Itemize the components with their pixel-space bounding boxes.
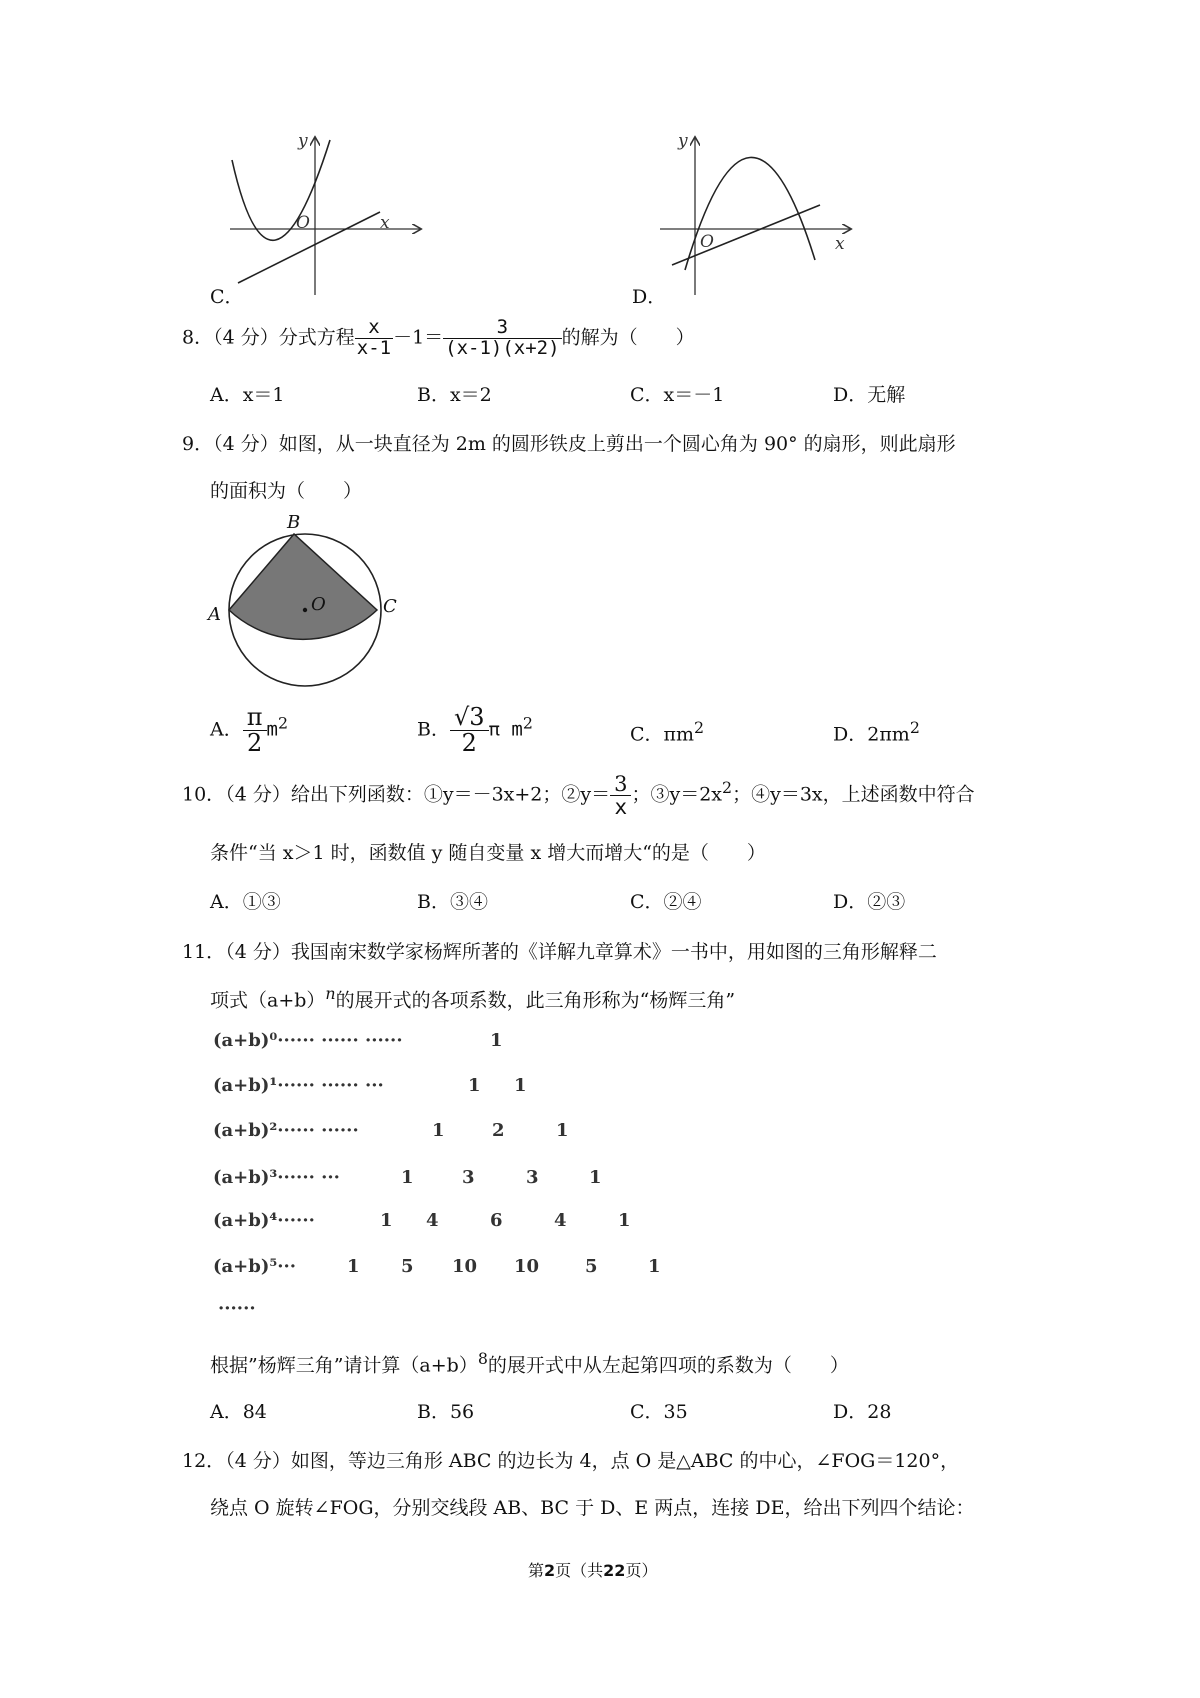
q11-option-d: D．28 [833,1401,892,1423]
triangle-row-label: (a+b)³······ ··· [213,1167,340,1188]
graph-d [660,130,860,295]
q9-opt-c-sup: 2 [694,718,705,737]
q9-opt-b-sup: 2 [522,713,533,733]
q10-frac-den: x [610,795,631,818]
q9-opt-a-den: 2 [243,730,267,756]
triangle-row-label: (a+b)⁴······ [213,1210,315,1231]
q11-line-2 [210,984,735,1012]
triangle-number: 1 [514,1075,527,1096]
q8-option-b: B．x＝2 [417,384,492,406]
q9-opt-a-num: π [246,703,263,731]
triangle-ellipsis: ······ [218,1298,256,1319]
q12-number: 12． [182,1450,226,1472]
axis-x-label: x [380,213,390,233]
q9-opt-b-label: B． [417,718,450,741]
footer-post: 页） [625,1561,658,1580]
axis-y-label: y [678,131,688,151]
triangle-number: 1 [490,1030,503,1051]
q9-option-c [630,718,704,746]
triangle-number: 10 [514,1256,540,1277]
label-c: C [383,596,397,617]
q9-option-d [833,718,920,746]
triangle-number: 1 [468,1075,481,1096]
q12-line-2: 绕点 O 旋转∠FOG，分别交线段 AB、BC 于 D、E 两点，连接 DE，给出下列四个结论： [210,1497,975,1519]
triangle-number: 1 [401,1167,414,1188]
q10-text-b: ；③y＝2x [631,783,723,806]
q9-opt-c-text: C．πm [630,723,695,746]
q9-opt-a-unit: m [266,718,278,741]
footer-total-pages: 22 [603,1561,626,1580]
q9-option-a [210,705,288,756]
footer-mid: 页（共 [555,1561,604,1580]
q7-label-c: C． [210,286,244,308]
q8-fraction-1 [355,318,393,359]
q8-option-a: A．x＝1 [210,384,285,406]
label-a: A [208,604,221,625]
q11-line-1 [182,937,937,964]
q8-option-d: D．无解 [833,384,906,406]
triangle-number: 3 [526,1167,539,1188]
triangle-number: 1 [589,1167,602,1188]
q8-frac2-den: (x-1)(x+2) [445,336,560,359]
q8-text-before: 分式方程 [278,326,355,349]
triangle-number: 1 [556,1120,569,1141]
q11-number: 11． [182,941,226,963]
q8-mid: －1＝ [393,326,444,349]
triangle-number: 4 [426,1210,439,1231]
label-o: O [311,594,326,615]
q8-fraction-2 [443,318,561,359]
q9-opt-a-frac [243,705,267,756]
q10-number: 10． [182,783,226,806]
triangle-number: 5 [401,1256,414,1277]
q11-text-1: 我国南宋数学家杨辉所著的《详解九章算术》一书中，用如图的三角形解释二 [290,941,937,963]
q11-option-b: B．56 [417,1401,475,1423]
triangle-number: 6 [490,1210,503,1231]
axis-x-label: x [835,234,845,254]
q9-opt-d-sup: 2 [909,718,920,737]
q8-stem [182,318,695,359]
label-b: B [287,512,301,533]
q9-line-1 [182,429,956,456]
q10-sup: 2 [722,778,733,798]
q9-opt-b-frac [450,705,489,756]
triangle-number: 5 [585,1256,598,1277]
triangle-row-label: (a+b)⁵··· [213,1256,297,1277]
q8-option-c: C．x＝－1 [630,384,725,406]
q11-text-3a: 根据”杨辉三角”请计算（a+b） [210,1354,478,1377]
triangle-number: 10 [452,1256,478,1277]
q8-score: （4 分） [213,326,279,349]
triangle-number: 2 [492,1120,505,1141]
q9-number: 9． [182,433,214,455]
q7-figures [0,0,1200,308]
q11-text-2b: 的展开式的各项系数，此三角形称为“杨辉三角” [335,989,736,1012]
q12-score: （4 分） [225,1450,291,1472]
q12-line-1 [182,1446,959,1473]
q10-option-b: B．③④ [417,891,488,913]
q11-option-c: C．35 [630,1401,688,1423]
q10-line-2: 条件“当 x＞1 时，函数值 y 随自变量 x 增大而增大“的是（ ） [210,842,766,864]
q10-text-a: 给出下列函数：①y＝－3x+2；②y＝ [290,783,611,806]
q8-number: 8． [182,326,214,349]
triangle-number: 3 [462,1167,475,1188]
origin-label: O [700,232,714,252]
q11-line-3 [210,1349,849,1377]
q9-opt-d-text: D．2πm [833,723,910,746]
q10-frac-num: 3 [614,772,628,796]
q9-opt-b-den: 2 [450,730,489,756]
q8-frac1-den: x-1 [356,336,392,359]
q8-frac1-num: x [368,316,380,338]
q10-line-1 [182,773,975,818]
parabola [685,157,815,270]
q9-opt-a-label: A． [210,718,243,741]
center-point [303,608,307,612]
q11-option-a: A．84 [210,1401,267,1423]
q10-option-a: A．①③ [210,891,281,913]
q11-sup-8: 8 [477,1349,488,1368]
q10-fraction [610,773,631,818]
q11-score: （4 分） [225,941,291,963]
q9-figure [205,510,405,695]
q9-score: （4 分） [213,433,279,455]
q7-label-d: D． [632,286,667,308]
triangle-row-label: (a+b)⁰······ ······ ······ [213,1030,403,1051]
q9-opt-b-num: √3 [453,703,485,731]
line [672,205,820,265]
q11-sup-n: n [325,984,336,1003]
q8-text-after: 的解为（ ） [561,326,695,349]
q11-text-3b: 的展开式中从左起第四项的系数为（ ） [487,1354,849,1377]
q8-frac2-num: 3 [496,316,509,338]
triangle-number: 1 [648,1256,661,1277]
q11-text-2a: 项式（a+b） [210,989,326,1012]
triangle-number: 1 [347,1256,360,1277]
sector [229,534,377,639]
q12-text-1: 如图，等边三角形 ABC 的边长为 4，点 O 是△ABC 的中心，∠FOG＝120°， [290,1450,960,1472]
page-footer [528,1558,657,1581]
q10-text-c: ；④y＝3x，上述函数中符合 [732,783,975,806]
footer-page-number: 2 [544,1561,556,1580]
q10-option-d: D．②③ [833,891,906,913]
footer-pre: 第 [528,1561,545,1580]
q9-line-2: 的面积为（ ） [210,480,363,502]
axis-y-label: y [298,131,308,151]
q10-option-c: C．②④ [630,891,702,913]
triangle-row-label: (a+b)¹······ ······ ··· [213,1075,384,1096]
triangle-number: 1 [432,1120,445,1141]
q9-opt-b-unit: π m [488,718,523,741]
origin-label: O [296,213,310,233]
graph-c [230,130,430,295]
triangle-row-label: (a+b)²······ ······ [213,1120,359,1141]
triangle-number: 1 [618,1210,631,1231]
q9-option-b [417,705,533,756]
q10-score: （4 分） [225,783,291,806]
triangle-number: 1 [380,1210,393,1231]
q9-text-1: 如图，从一块直径为 2m 的圆形铁皮上剪出一个圆心角为 90° 的扇形，则此扇形 [278,433,956,455]
triangle-number: 4 [554,1210,567,1231]
q9-opt-a-sup: 2 [277,713,289,733]
